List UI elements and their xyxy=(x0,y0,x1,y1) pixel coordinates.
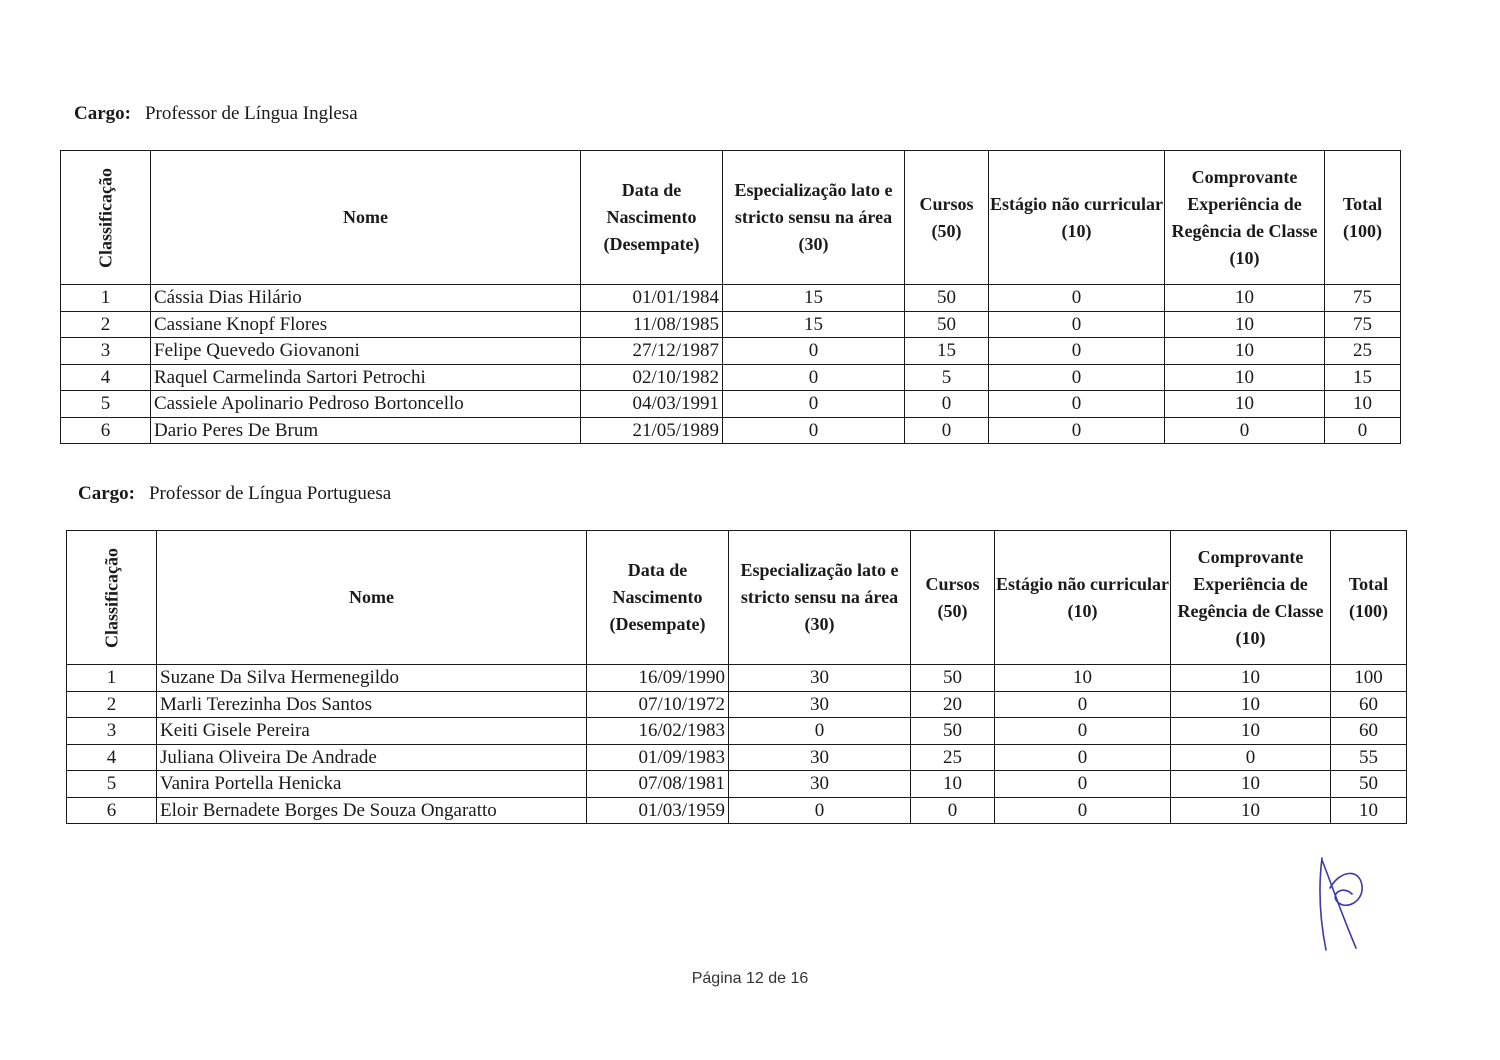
cell-total: 60 xyxy=(1331,691,1407,718)
header-total: Total (100) xyxy=(1331,531,1407,665)
cell-total: 15 xyxy=(1325,364,1401,391)
cell-data: 27/12/1987 xyxy=(581,338,723,365)
cell-especializacao: 0 xyxy=(723,417,905,444)
cell-nome: Suzane Da Silva Hermenegildo xyxy=(157,665,587,692)
cell-nome: Cássia Dias Hilário xyxy=(151,285,581,312)
cell-especializacao: 0 xyxy=(723,338,905,365)
cell-data: 11/08/1985 xyxy=(581,311,723,338)
cell-estagio: 0 xyxy=(995,797,1171,824)
cell-experiencia: 10 xyxy=(1165,285,1325,312)
cell-estagio: 0 xyxy=(995,771,1171,798)
cell-experiencia: 10 xyxy=(1171,771,1331,798)
cell-nome: Raquel Carmelinda Sartori Petrochi xyxy=(151,364,581,391)
header-nome: Nome xyxy=(151,151,581,285)
cargo-label: Cargo: xyxy=(74,103,131,124)
cell-experiencia: 10 xyxy=(1171,691,1331,718)
table-body-portugues xyxy=(67,665,1407,824)
cell-estagio: 0 xyxy=(995,691,1171,718)
cell-nome: Vanira Portella Henicka xyxy=(157,771,587,798)
cell-estagio: 0 xyxy=(989,285,1165,312)
cell-total: 50 xyxy=(1331,771,1407,798)
cell-experiencia: 10 xyxy=(1171,665,1331,692)
cell-classificacao: 2 xyxy=(67,691,157,718)
cell-data: 07/08/1981 xyxy=(587,771,729,798)
cell-cursos: 0 xyxy=(905,391,989,418)
cell-cursos: 50 xyxy=(905,311,989,338)
table-row xyxy=(67,718,1407,745)
header-estagio: Estágio não curricular (10) xyxy=(995,531,1171,665)
cell-estagio: 0 xyxy=(989,338,1165,365)
cell-cursos: 0 xyxy=(911,797,995,824)
cell-cursos: 50 xyxy=(905,285,989,312)
header-experiencia: Comprovante Experiência de Regência de Classe (10) xyxy=(1171,531,1331,665)
cell-data: 07/10/1972 xyxy=(587,691,729,718)
header-classificacao: Classificação xyxy=(61,151,151,285)
header-cursos: Cursos (50) xyxy=(911,531,995,665)
cargo-label: Cargo: xyxy=(78,483,135,504)
cell-cursos: 20 xyxy=(911,691,995,718)
cell-data: 01/09/1983 xyxy=(587,744,729,771)
table-row xyxy=(61,311,1401,338)
cell-experiencia: 10 xyxy=(1171,718,1331,745)
header-estagio: Estágio não curricular (10) xyxy=(989,151,1165,285)
page-number: Página 12 de 16 xyxy=(691,970,809,987)
cell-nome: Marli Terezinha Dos Santos xyxy=(157,691,587,718)
cell-especializacao: 30 xyxy=(729,691,911,718)
cell-data: 16/02/1983 xyxy=(587,718,729,745)
cell-classificacao: 5 xyxy=(61,391,151,418)
cargo-heading-ingles xyxy=(74,103,358,125)
cell-especializacao: 30 xyxy=(729,744,911,771)
cell-total: 10 xyxy=(1331,797,1407,824)
cargo-heading-portugues xyxy=(78,483,391,505)
cell-classificacao: 2 xyxy=(61,311,151,338)
cell-cursos: 50 xyxy=(911,718,995,745)
cell-experiencia: 10 xyxy=(1165,364,1325,391)
cell-total: 75 xyxy=(1325,285,1401,312)
table-row xyxy=(67,797,1407,824)
header-data-nascimento: Data de Nascimento (Desempate) xyxy=(587,531,729,665)
signature-icon xyxy=(1300,850,1380,960)
cell-total: 60 xyxy=(1331,718,1407,745)
cell-estagio: 0 xyxy=(989,364,1165,391)
cell-nome: Juliana Oliveira De Andrade xyxy=(157,744,587,771)
header-data-nascimento: Data de Nascimento (Desempate) xyxy=(581,151,723,285)
cell-cursos: 10 xyxy=(911,771,995,798)
table-body-ingles xyxy=(61,285,1401,444)
cell-data: 21/05/1989 xyxy=(581,417,723,444)
cell-estagio: 10 xyxy=(995,665,1171,692)
cell-data: 02/10/1982 xyxy=(581,364,723,391)
cell-estagio: 0 xyxy=(995,718,1171,745)
header-classificacao: Classificação xyxy=(67,531,157,665)
cell-nome: Felipe Quevedo Giovanoni xyxy=(151,338,581,365)
header-especializacao: Especialização lato e stricto sensu na área (30) xyxy=(723,151,905,285)
header-experiencia: Comprovante Experiência de Regência de Classe (10) xyxy=(1165,151,1325,285)
cell-nome: Keiti Gisele Pereira xyxy=(157,718,587,745)
cell-especializacao: 0 xyxy=(723,391,905,418)
cell-experiencia: 10 xyxy=(1165,311,1325,338)
cell-especializacao: 0 xyxy=(723,364,905,391)
cell-classificacao: 1 xyxy=(61,285,151,312)
cell-classificacao: 3 xyxy=(67,718,157,745)
header-total: Total (100) xyxy=(1325,151,1401,285)
table-row xyxy=(61,391,1401,418)
cargo-value: Professor de Língua Inglesa xyxy=(144,103,358,124)
table-row xyxy=(67,744,1407,771)
cell-total: 55 xyxy=(1331,744,1407,771)
cell-cursos: 25 xyxy=(911,744,995,771)
cell-especializacao: 0 xyxy=(729,718,911,745)
cell-cursos: 0 xyxy=(905,417,989,444)
cell-nome: Cassiane Knopf Flores xyxy=(151,311,581,338)
cell-classificacao: 5 xyxy=(67,771,157,798)
cell-data: 04/03/1991 xyxy=(581,391,723,418)
cell-classificacao: 3 xyxy=(61,338,151,365)
header-especializacao: Especialização lato e stricto sensu na área (30) xyxy=(729,531,911,665)
table-row xyxy=(61,417,1401,444)
table-row xyxy=(61,338,1401,365)
cell-nome: Dario Peres De Brum xyxy=(151,417,581,444)
cell-experiencia: 0 xyxy=(1171,744,1331,771)
cell-estagio: 0 xyxy=(989,417,1165,444)
table-row xyxy=(61,285,1401,312)
cell-experiencia: 10 xyxy=(1165,391,1325,418)
cell-data: 01/01/1984 xyxy=(581,285,723,312)
cell-classificacao: 4 xyxy=(67,744,157,771)
cell-data: 01/03/1959 xyxy=(587,797,729,824)
cell-experiencia: 10 xyxy=(1165,338,1325,365)
cell-experiencia: 0 xyxy=(1165,417,1325,444)
cell-especializacao: 30 xyxy=(729,665,911,692)
table-row xyxy=(61,364,1401,391)
cell-cursos: 50 xyxy=(911,665,995,692)
cell-estagio: 0 xyxy=(989,391,1165,418)
cell-classificacao: 6 xyxy=(61,417,151,444)
results-table-ingles xyxy=(60,150,1401,444)
cell-especializacao: 30 xyxy=(729,771,911,798)
cell-total: 10 xyxy=(1325,391,1401,418)
cell-cursos: 5 xyxy=(905,364,989,391)
cell-especializacao: 0 xyxy=(729,797,911,824)
cargo-value: Professor de Língua Portuguesa xyxy=(148,483,392,504)
cell-classificacao: 4 xyxy=(61,364,151,391)
cell-total: 25 xyxy=(1325,338,1401,365)
header-nome: Nome xyxy=(157,531,587,665)
results-table-portugues xyxy=(66,530,1407,824)
cell-cursos: 15 xyxy=(905,338,989,365)
cell-nome: Cassiele Apolinario Pedroso Bortoncello xyxy=(151,391,581,418)
cell-experiencia: 10 xyxy=(1171,797,1331,824)
cell-total: 0 xyxy=(1325,417,1401,444)
cell-nome: Eloir Bernadete Borges De Souza Ongaratto xyxy=(157,797,587,824)
cell-classificacao: 6 xyxy=(67,797,157,824)
cell-estagio: 0 xyxy=(995,744,1171,771)
cell-data: 16/09/1990 xyxy=(587,665,729,692)
cell-especializacao: 15 xyxy=(723,311,905,338)
cell-total: 75 xyxy=(1325,311,1401,338)
cell-estagio: 0 xyxy=(989,311,1165,338)
cell-total: 100 xyxy=(1331,665,1407,692)
cell-classificacao: 1 xyxy=(67,665,157,692)
table-row xyxy=(67,771,1407,798)
header-cursos: Cursos (50) xyxy=(905,151,989,285)
table-row xyxy=(67,691,1407,718)
cell-especializacao: 15 xyxy=(723,285,905,312)
table-row xyxy=(67,665,1407,692)
